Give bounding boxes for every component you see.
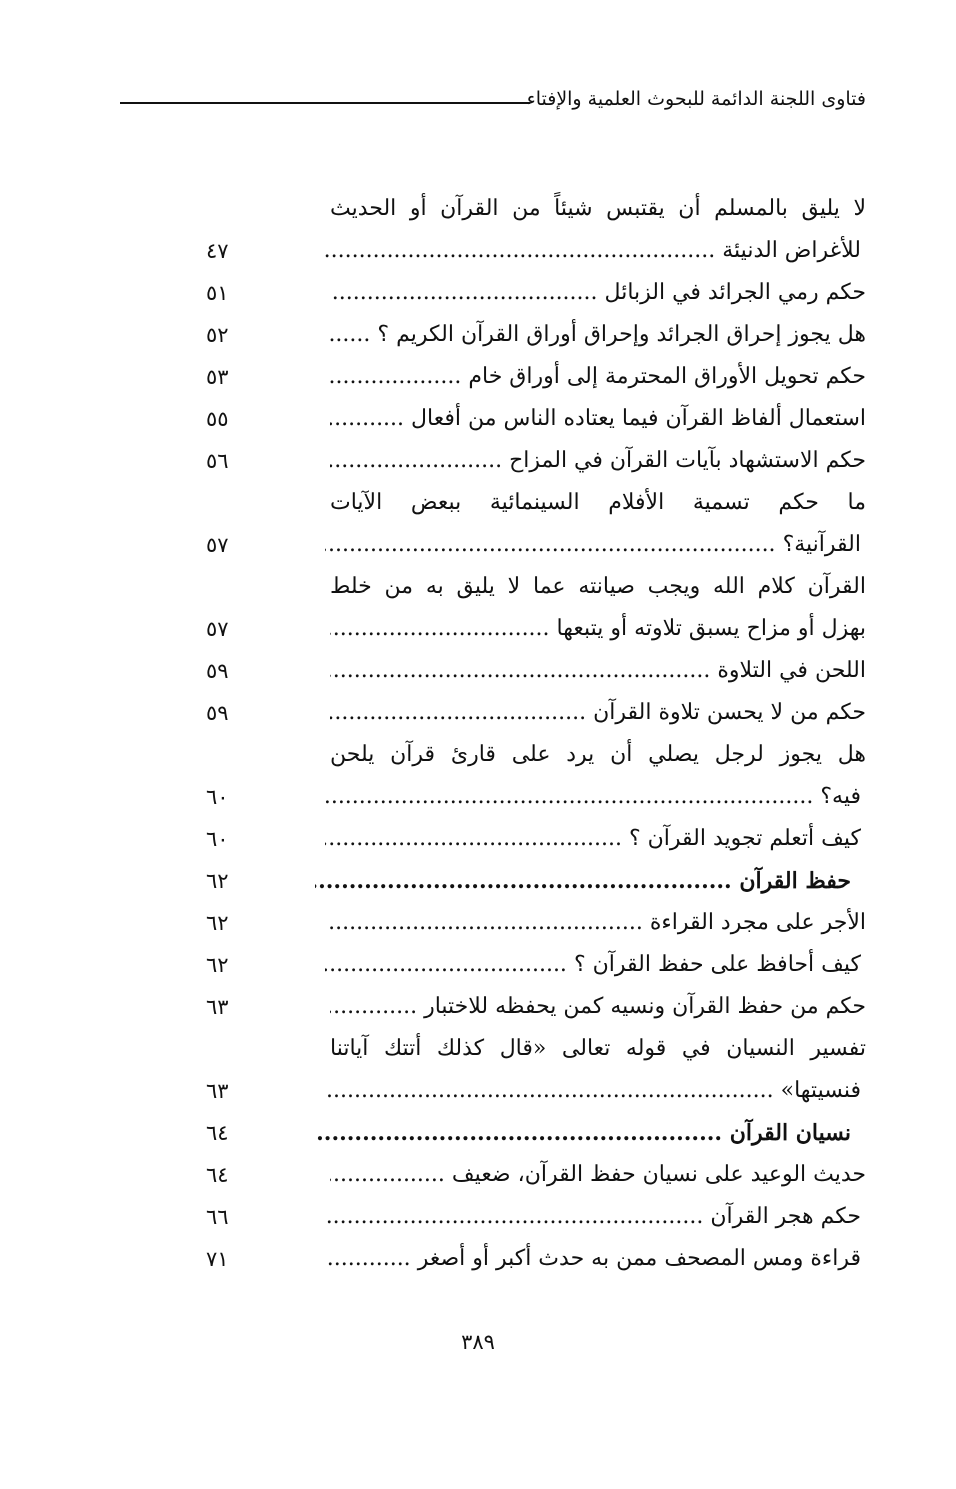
toc-entry-page: ٦٤ xyxy=(206,1121,229,1145)
toc-entry-page: ٥٩ xyxy=(206,659,229,683)
toc-entry-title: لا يليق بالمسلم أن يقتبس شيئاً من القرآن أو الحديث xyxy=(330,196,866,221)
toc-entry-page: ٥٦ xyxy=(206,449,229,473)
toc-entry-title: حكم الاستشهاد بآيات القرآن في المزاح ..... xyxy=(330,440,866,482)
toc-entry-page: ٥١ xyxy=(206,281,229,305)
toc-entry xyxy=(0,356,956,398)
toc-entry-title: هل يجوز إحراق الجرائد وإحراق أوراق القرآن الكريم ؟ ..... xyxy=(330,314,866,356)
toc-section-heading xyxy=(0,860,956,902)
toc-entry-title: القرآن كلام الله ويجب صيانته عما لا يليق به من خلط xyxy=(330,574,866,599)
toc-entry-page: ٦٢ xyxy=(206,911,229,935)
toc-entry xyxy=(0,524,956,566)
toc-entry-page: ٥٩ xyxy=(206,701,229,725)
toc-entry-title: الأجر على مجرد القراءة ..... xyxy=(330,902,866,944)
toc-entry-title: للأغراض الدنيئة ..... xyxy=(325,230,861,272)
toc-entry-page: ٦٤ xyxy=(206,1163,229,1187)
toc-entry-title: كيف أتعلم تجويد القرآن ؟ ..... xyxy=(325,818,861,860)
toc-entry xyxy=(0,566,956,608)
toc-entry xyxy=(0,734,956,776)
toc-entry-title: ما حكم تسمية الأفلام السينمائية ببعض الآيات xyxy=(330,490,866,515)
toc-entry-page xyxy=(206,1028,250,1070)
running-header xyxy=(110,80,866,120)
toc-entry-page: ٦٠ xyxy=(206,785,229,809)
toc-entry-page: ٥٧ xyxy=(206,617,229,641)
toc-entry-page: ٦٢ xyxy=(206,869,229,893)
toc-entry-title: قراءة ومس المصحف ممن به حدث أكبر أو أصغر ..... xyxy=(325,1238,861,1280)
table-of-contents xyxy=(0,188,956,1280)
toc-entry xyxy=(0,902,956,944)
toc-entry-title: حديث الوعيد على نسيان حفظ القرآن، ضعيف ..... xyxy=(330,1154,866,1196)
toc-entry-page: ٥٥ xyxy=(206,407,229,431)
toc-entry xyxy=(0,1154,956,1196)
toc-entry-page xyxy=(206,566,250,608)
toc-entry-page: ٧١ xyxy=(206,1247,229,1271)
toc-entry-title: استعمال ألفاظ القرآن فيما يعتاده الناس من أفعال ..... xyxy=(330,398,866,440)
toc-entry-title: بهزل أو مزاح يسبق تلاوته أو يتبعها ..... xyxy=(330,608,866,650)
toc-entry-page: ٦٣ xyxy=(206,1079,229,1103)
toc-entry-title: حكم من حفظ القرآن ونسيه كمن يحفظه للاختبار ..... xyxy=(330,986,866,1028)
toc-entry-page: ٥٣ xyxy=(206,365,229,389)
toc-entry-title: فنسيتها» ..... xyxy=(325,1070,861,1112)
toc-entry xyxy=(0,1238,956,1280)
toc-entry xyxy=(0,398,956,440)
toc-entry xyxy=(0,1070,956,1112)
toc-entry-page xyxy=(206,188,250,230)
toc-entry-page xyxy=(206,734,250,776)
page-number: ٣٨٩ xyxy=(461,1330,495,1354)
toc-entry-page: ٤٧ xyxy=(206,239,229,263)
toc-entry-page: ٦٠ xyxy=(206,827,229,851)
toc-entry-page: ٥٧ xyxy=(206,533,229,557)
toc-entry xyxy=(0,230,956,272)
toc-entry xyxy=(0,650,956,692)
toc-entry xyxy=(0,986,956,1028)
toc-entry-page: ٦٦ xyxy=(206,1205,229,1229)
toc-entry-page xyxy=(206,482,250,524)
toc-entry xyxy=(0,776,956,818)
toc-entry-title: حكم تحويل الأوراق المحترمة إلى أوراق خام ..... xyxy=(330,356,866,398)
toc-entry xyxy=(0,1196,956,1238)
toc-entry-title: حكم رمي الجرائد في الزبائل ..... xyxy=(330,272,866,314)
toc-entry xyxy=(0,440,956,482)
toc-entry-page: ٥٢ xyxy=(206,323,229,347)
toc-entry-title: القرآنية؟ ..... xyxy=(325,524,861,566)
toc-section-title: نسيان القرآن ..... xyxy=(315,1112,851,1154)
toc-entry-title: كيف أحافظ على حفظ القرآن ؟ ..... xyxy=(325,944,861,986)
toc-entry xyxy=(0,188,956,230)
toc-entry xyxy=(0,482,956,524)
toc-entry xyxy=(0,1028,956,1070)
toc-entry-title: حكم من لا يحسن تلاوة القرآن ..... xyxy=(330,692,866,734)
toc-entry xyxy=(0,818,956,860)
running-header-title: فتاوى اللجنة الدائمة للبحوث العلمية والإفتاء xyxy=(526,88,866,110)
toc-section-title: حفظ القرآن ..... xyxy=(315,860,851,902)
toc-entry-title: تفسير النسيان في قوله تعالى «قال كذلك أتتك آياتنا xyxy=(330,1036,866,1061)
toc-entry-page: ٦٣ xyxy=(206,995,229,1019)
header-rule xyxy=(120,102,530,104)
toc-entry xyxy=(0,272,956,314)
toc-entry xyxy=(0,692,956,734)
toc-entry-title: اللحن في التلاوة ..... xyxy=(330,650,866,692)
toc-entry xyxy=(0,944,956,986)
toc-entry-title: حكم هجر القرآن ..... xyxy=(325,1196,861,1238)
toc-entry-title: هل يجوز لرجل يصلي أن يرد على قارئ قرآن يلحن xyxy=(330,742,866,767)
toc-entry-title: فيه؟ ..... xyxy=(325,776,861,818)
toc-entry-page: ٦٢ xyxy=(206,953,229,977)
toc-entry xyxy=(0,608,956,650)
toc-entry xyxy=(0,314,956,356)
toc-section-heading xyxy=(0,1112,956,1154)
